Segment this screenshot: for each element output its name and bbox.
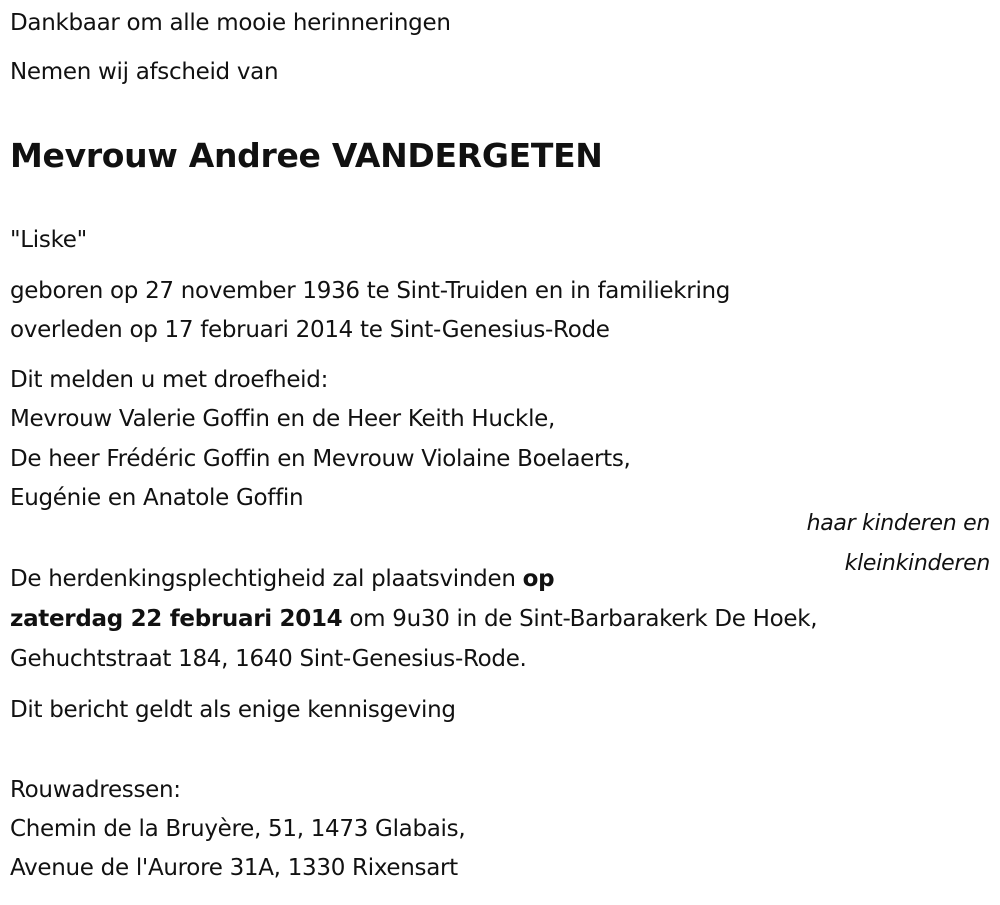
notice: Dit bericht geldt als enige kennisgeving (10, 697, 456, 723)
ceremony-line-1 (10, 566, 554, 592)
family-line-1: Mevrouw Valerie Goffin en de Heer Keith Huckle, (10, 406, 556, 432)
family-line-3: Eugénie en Anatole Goffin (10, 485, 304, 511)
family-line-2: De heer Frédéric Goffin en Mevrouw Violaine Boelaerts, (10, 446, 631, 472)
death-line: overleden op 17 februari 2014 te Sint-Genesius-Rode (10, 317, 610, 343)
relation-line-2: kleinkinderen (844, 551, 990, 576)
ceremony-bold-op: op (522, 566, 555, 592)
nickname: "Liske" (10, 227, 87, 253)
address-2: Avenue de l'Aurore 31A, 1330 Rixensart (10, 855, 458, 881)
addresses-label: Rouwadressen: (10, 777, 181, 803)
relation-line-1: haar kinderen en (806, 511, 990, 536)
birth-line: geboren op 27 november 1936 te Sint-Truiden en in familiekring (10, 278, 731, 304)
ceremony-location: om 9u30 in de Sint-Barbarakerk De Hoek, (342, 606, 818, 632)
ceremony-line-3: Gehuchtstraat 184, 1640 Sint-Genesius-Rode. (10, 646, 527, 672)
announce-label: Dit melden u met droefheid: (10, 367, 329, 393)
intro-line-1: Dankbaar om alle mooie herinneringen (10, 10, 451, 36)
ceremony-date: zaterdag 22 februari 2014 (10, 606, 343, 632)
deceased-name: Mevrouw Andree VANDERGETEN (10, 136, 603, 175)
intro-line-2: Nemen wij afscheid van (10, 59, 279, 85)
ceremony-text: De herdenkingsplechtigheid zal plaatsvinden (10, 566, 523, 592)
ceremony-line-2 (10, 606, 817, 632)
address-1: Chemin de la Bruyère, 51, 1473 Glabais, (10, 816, 466, 842)
